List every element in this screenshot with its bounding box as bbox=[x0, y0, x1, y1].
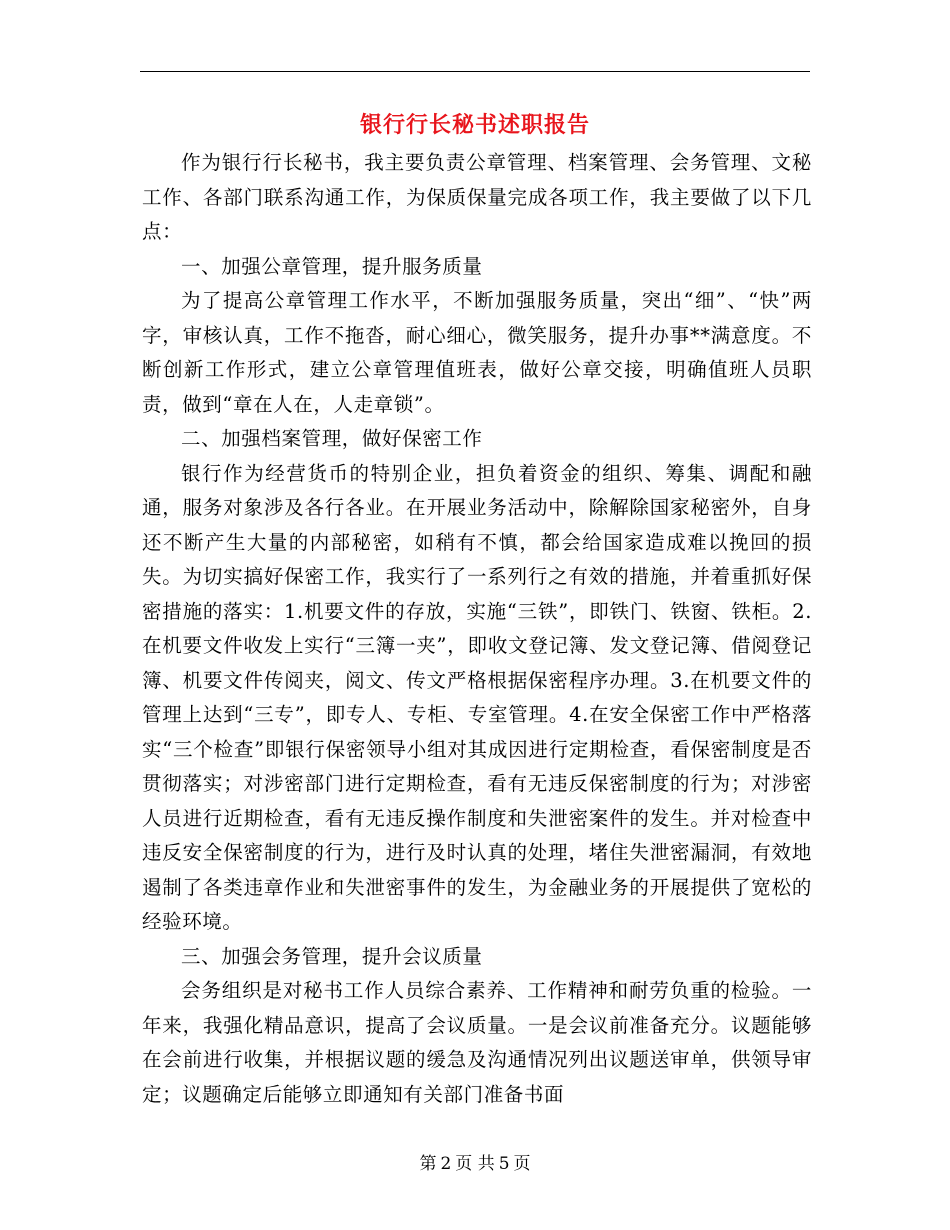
document-title: 银行行长秘书述职报告 bbox=[359, 112, 590, 138]
footer-page-number: 2 bbox=[440, 1154, 452, 1174]
meeting-paragraph: 会务组织是对秘书工作人员综合素养、工作精神和耐劳负重的检验。一年来，我强化精品意识，提高了会议质量。一是会议前准备充分。议题能够在会前进行收集，并根据议题的缓急及沟通情况列出议题送审单，供领导审定；议题确定后能够立即通知有关部门准备书面 bbox=[142, 979, 812, 1106]
footer-middle: 页 共 bbox=[455, 1154, 495, 1174]
section-heading-seal: 一、加强公章管理，提升服务质量 bbox=[181, 254, 483, 278]
footer-total-pages: 5 bbox=[498, 1154, 510, 1174]
section-heading-meeting: 三、加强会务管理，提升会议质量 bbox=[181, 944, 483, 968]
footer-suffix: 页 bbox=[513, 1154, 531, 1174]
document-body bbox=[142, 146, 812, 1112]
archive-paragraph: 银行作为经营货币的特别企业，担负着资金的组织、筹集、调配和融通，服务对象涉及各行各业。在开展业务活动中，除解除国家秘密外，自身还不断产生大量的内部秘密，如稍有不慎，都会给国家造成难以挽回的损失。为切实搞好保密工作，我实行了一系列行之有效的措施，并着重抓好保密措施的落实：1.机要文件的存放，实施“三铁”，即铁门、铁窗、铁柜。2.在机要文件收发上实行“三簿一夹”，即收文登记簿、发文登记簿、借阅登记簿、机要文件传阅夹，阅文、传文严格根据保密程序办理。3.在机要文件的管理上达到“三专”，即专人、专柜、专室管理。4.在安全保密工作中严格落实“三个检查”即银行保密领导小组对其成因进行定期检查，看保密制度是否贯彻落实；对涉密部门进行定期检查，看有无违反保密制度的行为；对涉密人员进行近期检查，看有无违反操作制度和失泄密案件的发生。并对检查中违反安全保密制度的行为，进行及时认真的处理，堵住失泄密漏洞，有效地遏制了各类违章作业和失泄密事件的发生，为金融业务的开展提供了宽松的经验环境。 bbox=[142, 461, 812, 933]
seal-paragraph: 为了提高公章管理工作水平，不断加强服务质量，突出“细”、“快”两字，审核认真，工作不拖沓，耐心细心，微笑服务，提升办事**满意度。不断创新工作形式，建立公章管理值班表，做好公章交接，明确值班人员职责，做到“章在人在，人走章锁”。 bbox=[142, 289, 812, 416]
footer-prefix: 第 bbox=[419, 1154, 437, 1174]
page-footer bbox=[0, 1152, 950, 1176]
intro-paragraph: 作为银行行长秘书，我主要负责公章管理、档案管理、会务管理、文秘工作、各部门联系沟通工作，为保质保量完成各项工作，我主要做了以下几点： bbox=[142, 151, 812, 243]
section-heading-archive: 二、加强档案管理，做好保密工作 bbox=[181, 427, 483, 450]
header-rule bbox=[140, 71, 810, 72]
